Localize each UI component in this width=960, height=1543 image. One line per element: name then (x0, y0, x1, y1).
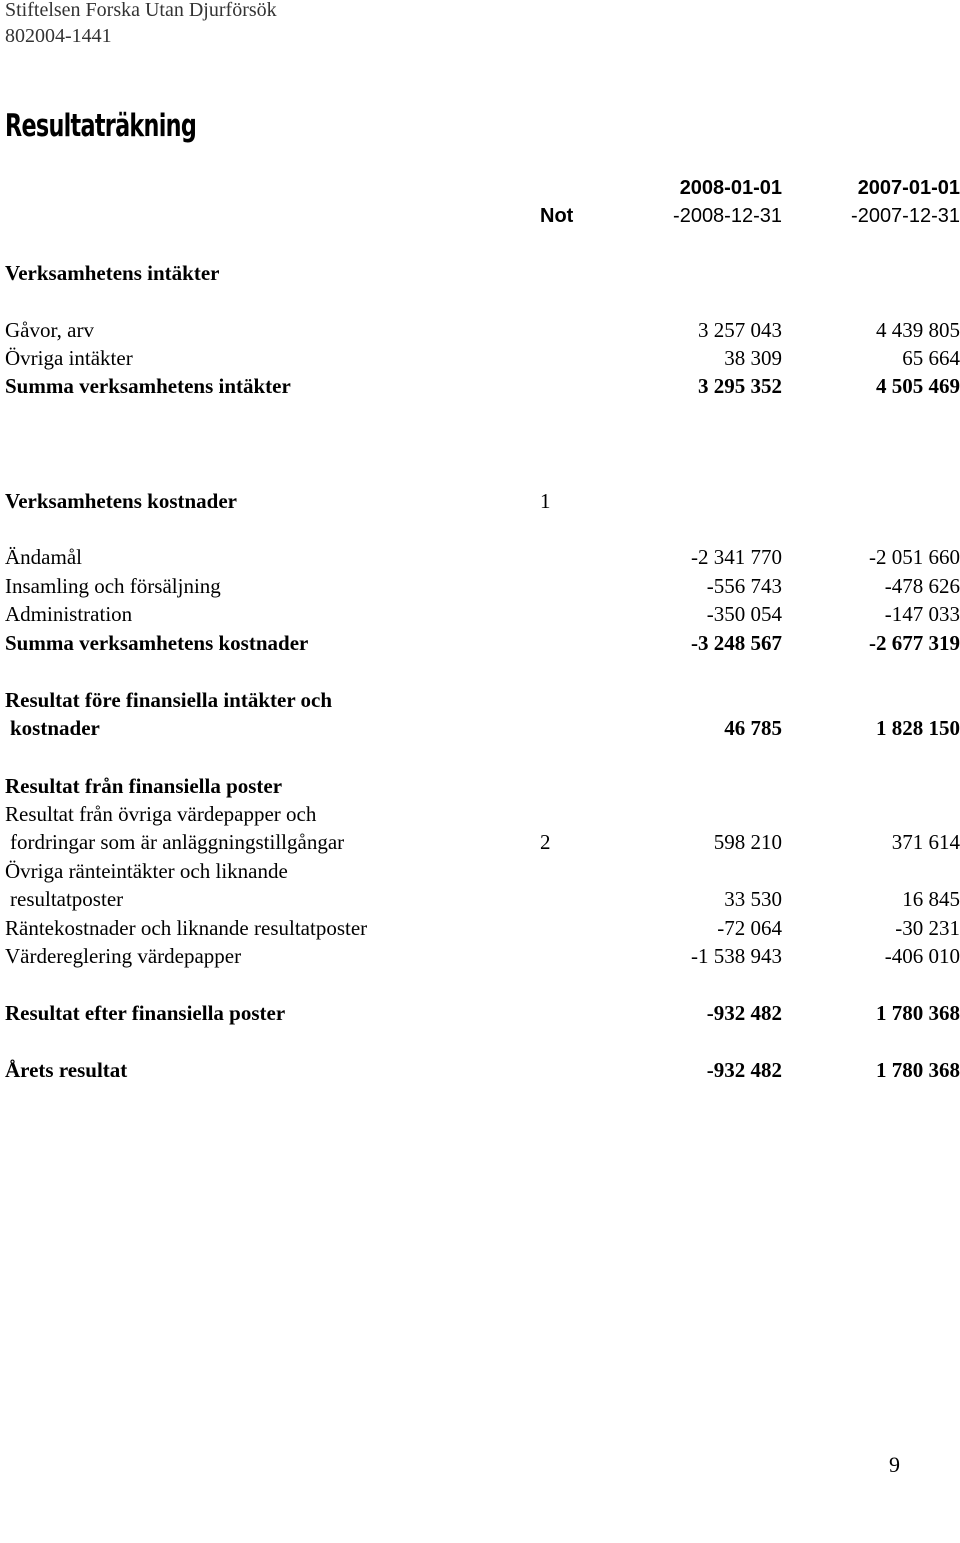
row-value-2007: -2 051 660 (869, 545, 960, 569)
page-title: Resultaträkning (5, 108, 197, 144)
org-number: 802004-1441 (5, 25, 112, 47)
interest-income-row (0, 885, 960, 913)
row-value-2008: -350 054 (706, 602, 782, 626)
row-label: Räntekostnader och liknande resultatposter (5, 916, 368, 940)
row-label: Summa verksamhetens kostnader (5, 631, 309, 655)
securities-row (0, 828, 960, 856)
after-financial-row (0, 999, 960, 1027)
costs-note: 1 (540, 489, 551, 513)
row-value-2007: -478 626 (884, 574, 960, 598)
row-label: Övriga intäkter (5, 346, 133, 370)
year-result-row (0, 1056, 960, 1084)
row-label: Gåvor, arv (5, 318, 94, 342)
table-row (0, 600, 960, 628)
income-total-row (0, 372, 960, 400)
row-label: resultatposter (10, 887, 124, 911)
securities-label-line (0, 800, 960, 828)
table-row (0, 316, 960, 344)
financial-heading-row (0, 772, 960, 800)
row-value-2008: 46 785 (724, 716, 782, 740)
row-value-2008: -72 064 (717, 916, 782, 940)
row-value-2007: 16 845 (902, 887, 960, 911)
row-value-2007: 1 780 368 (876, 1058, 960, 1082)
row-label: Årets resultat (5, 1058, 128, 1082)
income-heading: Verksamhetens intäkter (5, 261, 220, 285)
row-value-2008: -2 341 770 (691, 545, 782, 569)
row-value-2007: 1 828 150 (876, 716, 960, 740)
interest-income-label-line (0, 857, 960, 885)
org-number-line (0, 22, 960, 50)
operating-result-row (0, 714, 960, 742)
not-column-label: Not (540, 205, 574, 227)
row-value-2008: 3 257 043 (698, 318, 782, 342)
operating-result-label-line (0, 686, 960, 714)
row-value-2007: -2 677 319 (869, 631, 960, 655)
costs-heading: Verksamhetens kostnader (5, 489, 237, 513)
row-value-2008: -3 248 567 (691, 631, 782, 655)
org-name-line (0, 0, 960, 24)
table-row (0, 344, 960, 372)
operating-result-label-1: Resultat före finansiella intäkter och (5, 688, 333, 712)
row-label: Ändamål (5, 545, 82, 569)
row-label: Resultat efter finansiella poster (5, 1001, 286, 1025)
column-header-row-2 (0, 202, 960, 230)
securities-note: 2 (540, 830, 551, 854)
page-number: 9 (889, 1452, 900, 1477)
row-label: Resultat från övriga värdepapper och (5, 802, 317, 826)
row-value-2007: 65 664 (902, 346, 960, 370)
row-value-2007: 4 505 469 (876, 374, 960, 398)
row-value-2008: 3 295 352 (698, 374, 782, 398)
row-value-2007: -406 010 (884, 944, 960, 968)
table-row (0, 543, 960, 571)
table-row (0, 572, 960, 600)
row-value-2008: -556 743 (706, 574, 782, 598)
col1-end-date: -2008-12-31 (673, 205, 782, 227)
row-value-2008: 38 309 (724, 346, 782, 370)
row-label: Administration (5, 602, 133, 626)
row-label: Summa verksamhetens intäkter (5, 374, 291, 398)
org-name: Stiftelsen Forska Utan Djurförsök (5, 0, 277, 21)
row-value-2008: 598 210 (713, 830, 782, 854)
row-value-2007: 4 439 805 (876, 318, 960, 342)
interest-costs-row (0, 914, 960, 942)
row-value-2007: -147 033 (884, 602, 960, 626)
operating-result-label-2: kostnader (10, 716, 100, 740)
row-label: Insamling och försäljning (5, 574, 221, 598)
row-value-2007: -30 231 (895, 916, 960, 940)
row-value-2008: -932 482 (706, 1058, 782, 1082)
row-label: Värdereglering värdepapper (5, 944, 242, 968)
col2-start-date: 2007-01-01 (857, 177, 960, 199)
row-value-2008: -1 538 943 (691, 944, 782, 968)
income-heading-row (0, 259, 960, 287)
costs-total-row (0, 629, 960, 657)
row-label: fordringar som är anläggningstillgångar (10, 830, 345, 854)
col1-start-date: 2008-01-01 (679, 177, 782, 199)
row-value-2007: 371 614 (891, 830, 960, 854)
row-value-2008: -932 482 (706, 1001, 782, 1025)
column-header-row-1 (0, 174, 960, 202)
col2-end-date: -2007-12-31 (851, 205, 960, 227)
row-label: Övriga ränteintäkter och liknande (5, 859, 288, 883)
row-value-2008: 33 530 (724, 887, 782, 911)
valuation-row (0, 942, 960, 970)
financial-heading: Resultat från finansiella poster (5, 774, 283, 798)
costs-heading-row (0, 487, 960, 515)
row-value-2007: 1 780 368 (876, 1001, 960, 1025)
